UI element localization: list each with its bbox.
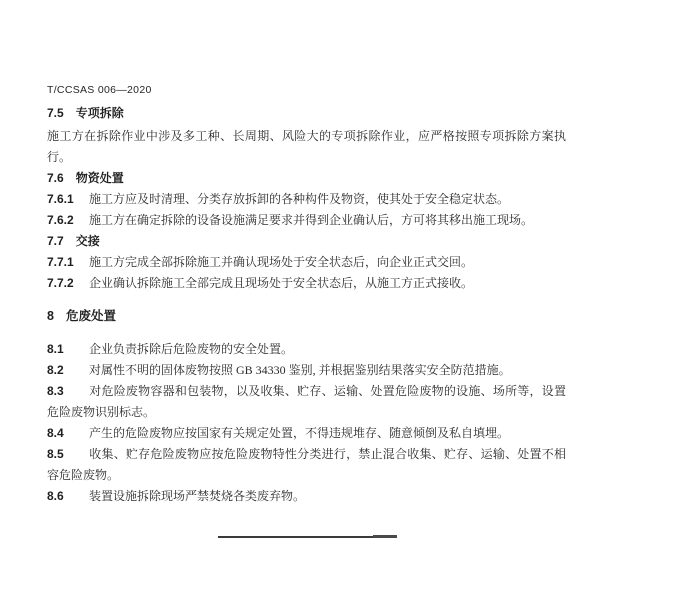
- heading-title: 专项拆除: [75, 106, 124, 120]
- paragraph-7-5: 施工方在拆除作业中涉及多工种、长周期、风险大的专项拆除作业，应严格按照专项拆除方案执行。: [47, 129, 566, 164]
- clause-7-7-1: [47, 252, 566, 273]
- page-content: [47, 84, 566, 507]
- clause-number: 8.1: [47, 342, 64, 356]
- heading-number: 7.6: [47, 171, 64, 185]
- clause-text: 产生的危险废物应按国家有关规定处置，不得违规堆存、随意倾倒及私自填埋。: [89, 426, 510, 440]
- clause-text: 企业负责拆除后危险废物的安全处置。: [89, 342, 294, 356]
- heading-7-7: [47, 231, 566, 252]
- clause-number: 7.7.2: [47, 276, 74, 290]
- heading-title: 危废处置: [65, 309, 116, 323]
- clause-text: 施工方在确定拆除的设备设施满足要求并得到企业确认后，方可将其移出施工现场。: [89, 213, 534, 227]
- heading-title: 交接: [75, 234, 100, 248]
- clause-number: 8.5: [47, 447, 64, 461]
- heading-number: 7.5: [47, 106, 64, 120]
- heading-number: 7.7: [47, 234, 64, 248]
- clause-text: 对危险废物容器和包装物，以及收集、贮存、运输、处置危险废物的设施、场所等，设置危险废物识别标志。: [47, 384, 566, 419]
- clause-8-4: [47, 423, 566, 444]
- clause-number: 8.6: [47, 489, 64, 503]
- clause-text: 收集、贮存危险废物应按危险废物特性分类进行，禁止混合收集、贮存、运输、处置不相容危险废物。: [47, 447, 566, 482]
- clause-number: 7.6.2: [47, 213, 74, 227]
- clause-number: 7.7.1: [47, 255, 74, 269]
- clause-8-2: [47, 360, 566, 381]
- clause-text: 企业确认拆除施工全部完成且现场处于安全状态后，从施工方正式接收。: [89, 276, 474, 290]
- footer-divider-line-end: [373, 535, 397, 538]
- clause-number: 7.6.1: [47, 192, 74, 206]
- clause-number: 8.3: [47, 384, 64, 398]
- heading-number: 8: [47, 309, 54, 323]
- clause-8-1: [47, 339, 566, 360]
- heading-title: 物资处置: [75, 171, 124, 185]
- standard-number-header: T/CCSAS 006—2020: [47, 84, 152, 96]
- clause-text: 施工方完成全部拆除施工并确认现场处于安全状态后，向企业正式交回。: [89, 255, 474, 269]
- heading-7-5: [47, 103, 566, 124]
- heading-8: [47, 306, 566, 327]
- clause-text: 装置设施拆除现场严禁焚烧各类废弃物。: [89, 489, 306, 503]
- clause-number: 8.2: [47, 363, 64, 377]
- clause-text: 对属性不明的固体废物按照 GB 34330 鉴别, 并根据鉴别结果落实安全防范措施。: [89, 363, 511, 377]
- heading-7-6: [47, 168, 566, 189]
- clause-7-6-2: [47, 210, 566, 231]
- clause-8-3: [47, 381, 566, 423]
- clause-7-7-2: [47, 273, 566, 294]
- clause-number: 8.4: [47, 426, 64, 440]
- clause-text: 施工方应及时清理、分类存放拆卸的各种构件及物资，使其处于安全稳定状态。: [89, 192, 510, 206]
- clause-8-6: [47, 486, 566, 507]
- footer-divider-line: [218, 536, 397, 538]
- clause-7-6-1: [47, 189, 566, 210]
- clause-8-5: [47, 444, 566, 486]
